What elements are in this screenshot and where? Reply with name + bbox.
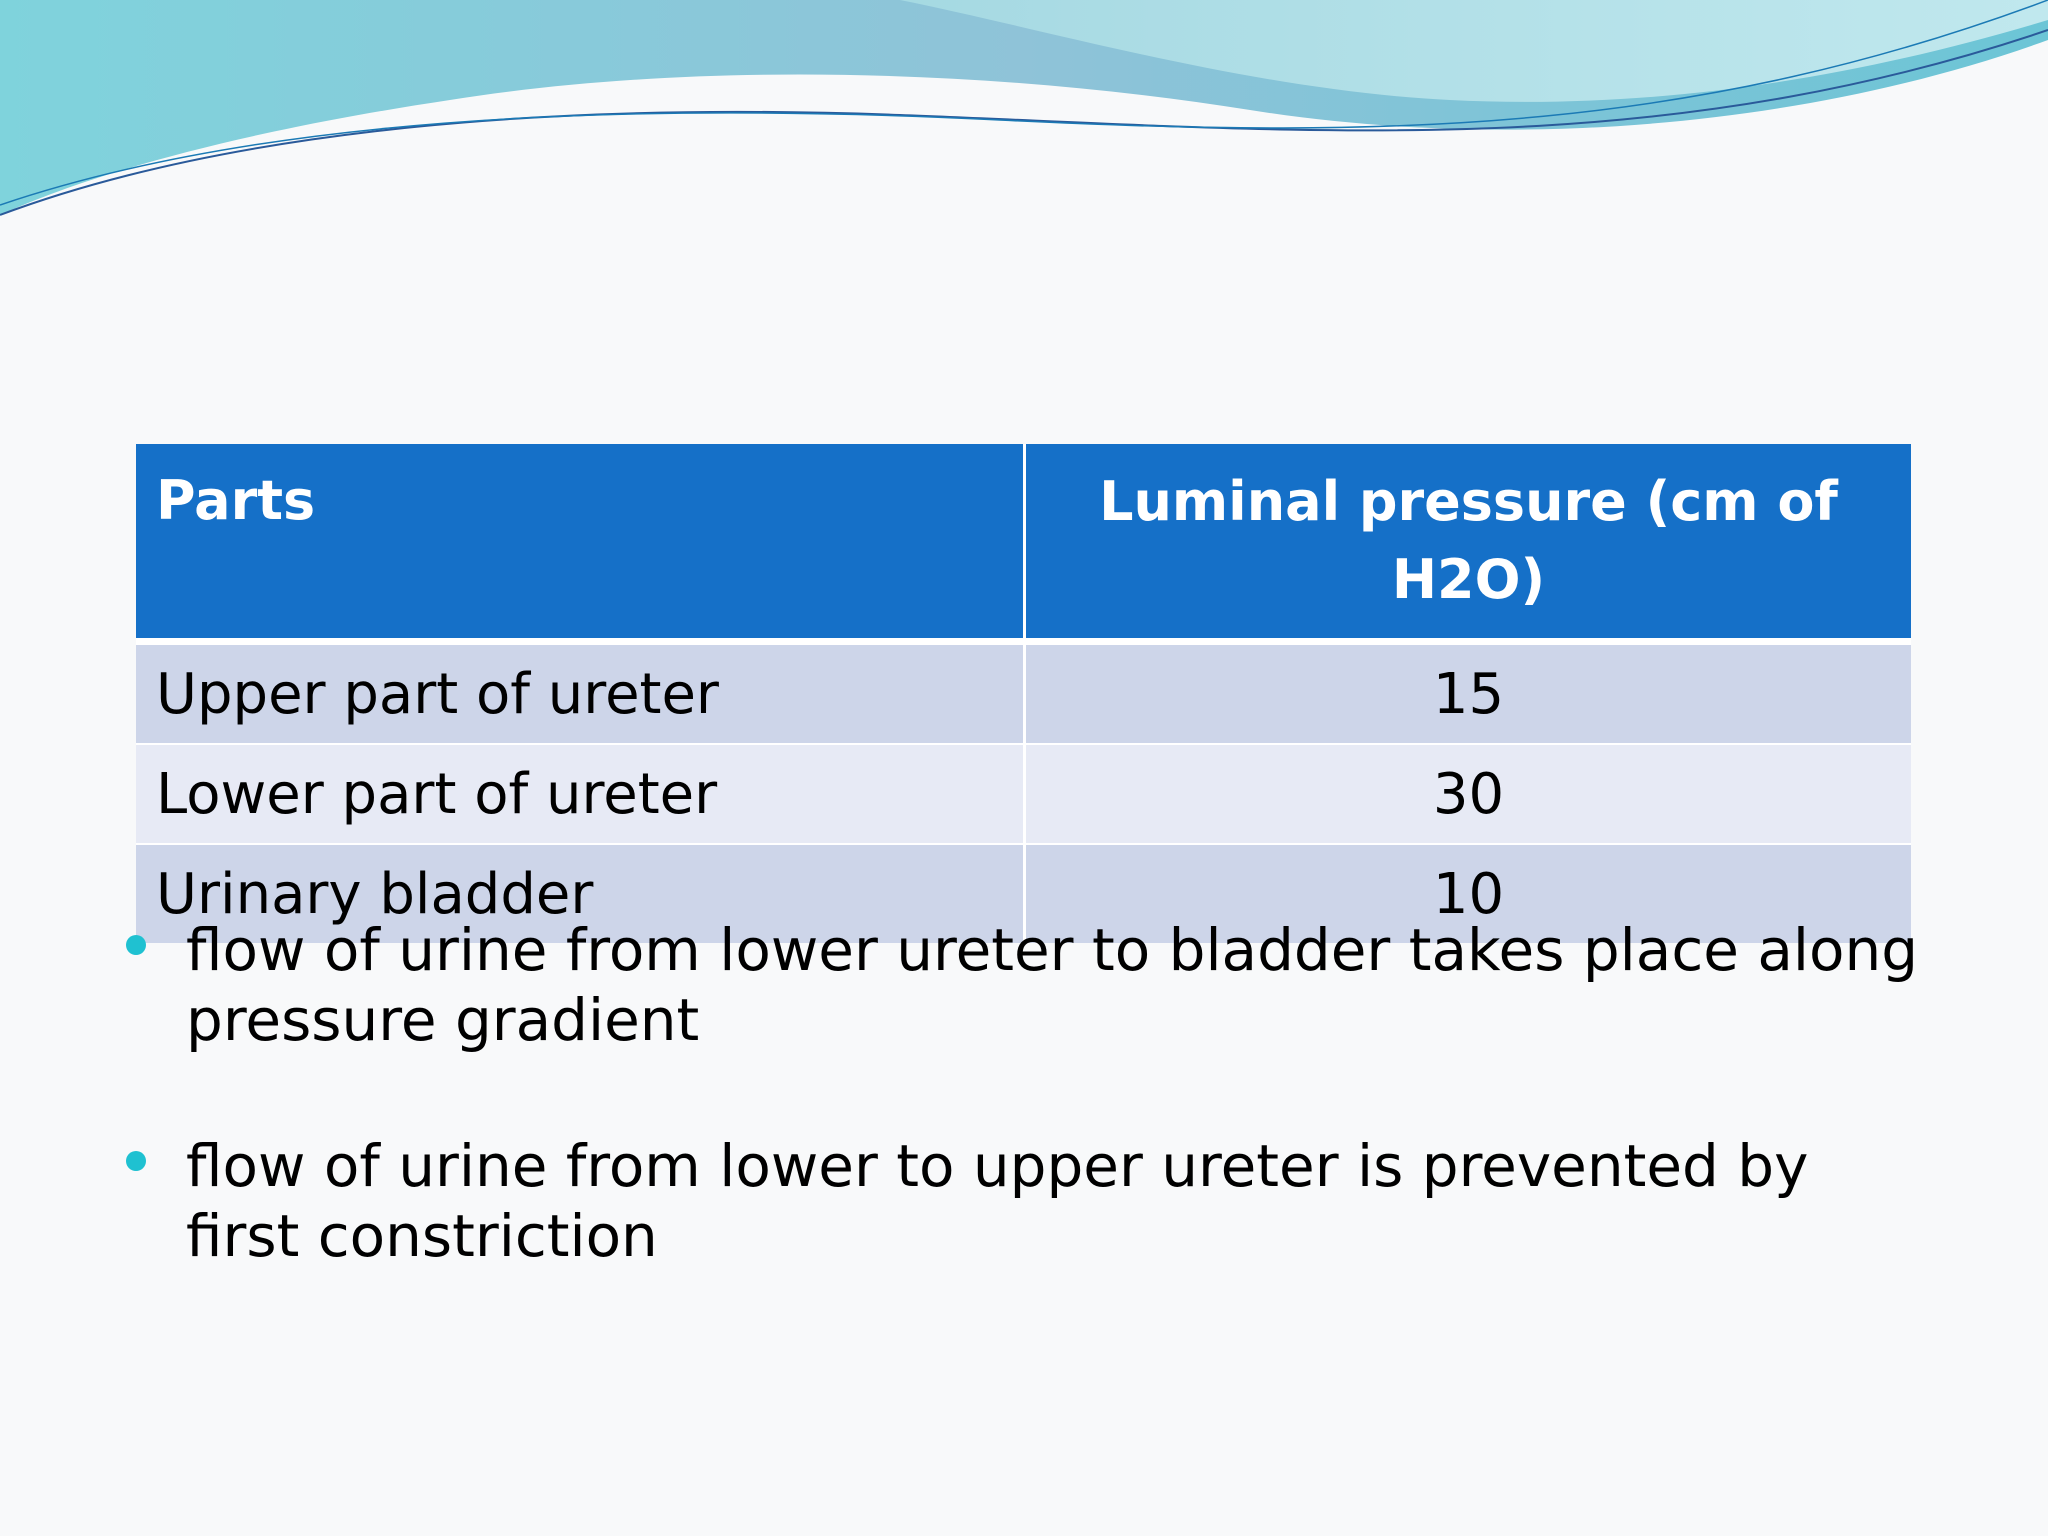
bullet-dot-icon [126, 935, 146, 955]
cell-part: Urinary bladder [136, 843, 1023, 943]
cell-pressure: 10 [1023, 843, 1911, 943]
bullet-item [120, 915, 1920, 1055]
bullet-text: flow of urine from lower ureter to bladder takes place along pressure gradient [186, 916, 1919, 1054]
header-parts: Parts [136, 444, 1023, 643]
bullet-item [120, 1131, 1920, 1271]
decorative-wave-header [0, 0, 2048, 240]
bullet-text: flow of urine from lower to upper ureter is prevented by first constriction [186, 1132, 1809, 1270]
table-row [136, 643, 1911, 743]
table-header-row [136, 444, 1911, 643]
cell-pressure: 15 [1023, 643, 1911, 743]
header-luminal-pressure: Luminal pressure (cm of H2O) [1023, 444, 1911, 643]
cell-pressure: 30 [1023, 743, 1911, 843]
pressure-table [136, 444, 1911, 943]
pressure-table-container [136, 444, 1911, 943]
bullet-list [120, 915, 1920, 1347]
table-row [136, 743, 1911, 843]
cell-part: Lower part of ureter [136, 743, 1023, 843]
bullet-dot-icon [126, 1151, 146, 1171]
cell-part: Upper part of ureter [136, 643, 1023, 743]
